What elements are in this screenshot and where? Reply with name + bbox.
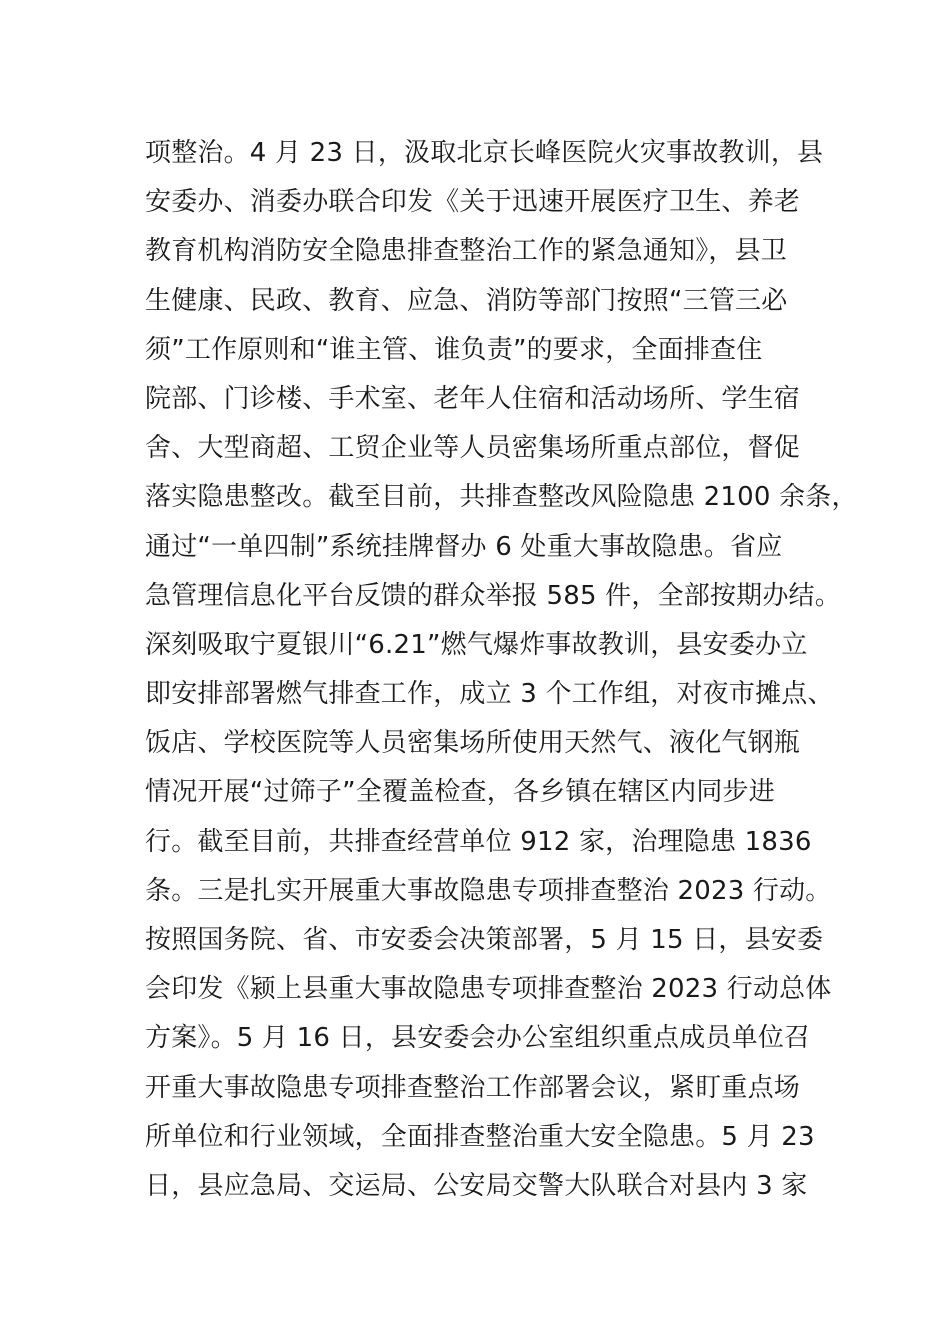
text-line: 按照国务院、省、市安委会决策部署，5 月 15 日，县安委 <box>145 925 824 955</box>
text-line: 会印发《颍上县重大事故隐患专项排查整治 2023 行动总体 <box>145 974 832 1005</box>
text-line: 项整治。4 月 23 日，汲取北京长峰医院火灾事故教训，县 <box>145 138 824 168</box>
body-paragraph <box>145 129 858 1211</box>
text-line: 急管理信息化平台反馈的群众举报 585 件，全部按期办结。 <box>145 580 841 611</box>
text-line: 日，县应急局、交运局、公安局交警大队联合对县内 3 家 <box>145 1170 808 1201</box>
text-line: 通过“一单四制”系统挂牌督办 6 处重大事故隐患。省应 <box>145 531 783 562</box>
text-line: 饭店、学校医院等人员密集场所使用天然气、液化气钢瓶 <box>145 728 801 759</box>
text-line: 所单位和行业领域，全面排查整治重大安全隐患。5 月 23 <box>145 1121 815 1152</box>
text-line: 条。三是扎实开展重大事故隐患专项排查整治 2023 行动。 <box>145 875 832 906</box>
text-line: 须”工作原则和“谁主管、谁负责”的要求，全面排查住 <box>145 334 763 365</box>
text-line: 院部、门诊楼、手术室、老年人住宿和活动场所、学生宿 <box>145 383 801 414</box>
text-line: 情况开展“过筛子”全覆盖检查，各乡镇在辖区内同步进 <box>145 777 775 808</box>
text-line: 生健康、民政、教育、应急、消防等部门按照“三管三必 <box>145 285 788 316</box>
text-line: 即安排部署燃气排查工作，成立 3 个工作组，对夜市摊点、 <box>145 679 834 710</box>
text-line: 教育机构消防安全隐患排查整治工作的紧急通知》，县卫 <box>145 236 788 267</box>
text-line: 落实隐患整改。截至目前，共排查整改风险隐患 2100 余条， <box>145 482 858 513</box>
text-line: 舍、大型商超、工贸企业等人员密集场所重点部位，督促 <box>145 433 801 464</box>
text-line: 方案》。5 月 16 日，县安委会办公室组织重点成员单位召 <box>145 1023 811 1054</box>
text-line: 开重大事故隐患专项排查整治工作部署会议，紧盯重点场 <box>145 1072 801 1103</box>
text-line: 安委办、消委办联合印发《关于迅速开展医疗卫生、养老 <box>145 187 801 218</box>
text-line: 深刻吸取宁夏银川“6.21”燃气爆炸事故教训，县安委办立 <box>145 629 808 660</box>
text-line: 行。截至目前，共排查经营单位 912 家，治理隐患 1836 <box>145 826 812 857</box>
